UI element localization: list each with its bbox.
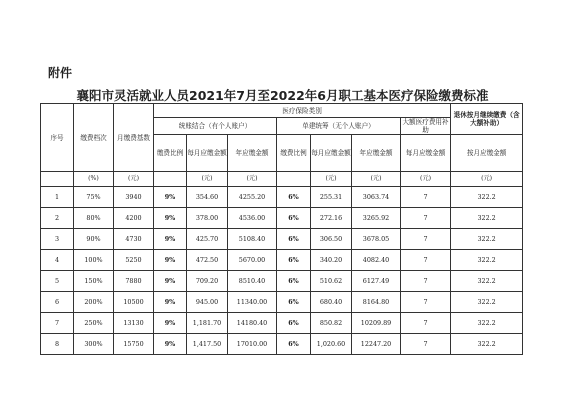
cell-retire: 322.2 <box>451 229 523 250</box>
cell-large: 7 <box>401 313 451 334</box>
cell-monthly: 945.00 <box>187 292 228 313</box>
cell-annual: 5108.40 <box>228 229 277 250</box>
cell-large: 7 <box>401 250 451 271</box>
cell-annual: 4536.00 <box>228 208 277 229</box>
cell-seq: 2 <box>41 208 74 229</box>
cell-rate2: 6% <box>277 187 311 208</box>
table-row <box>41 313 523 334</box>
unit-rate <box>154 172 187 187</box>
cell-monthly: 378.00 <box>187 208 228 229</box>
cell-annual: 4255.20 <box>228 187 277 208</box>
cell-monthly2: 850.82 <box>311 313 352 334</box>
table-row <box>41 292 523 313</box>
cell-retire: 322.2 <box>451 208 523 229</box>
cell-rate2: 6% <box>277 292 311 313</box>
cell-base: 7880 <box>114 271 154 292</box>
header-combined: 统账结合（有个人账户） <box>154 118 277 135</box>
cell-grade: 75% <box>74 187 114 208</box>
header-retire: 退休按月继续缴费（含大额补助） <box>451 104 523 135</box>
cell-retire: 322.2 <box>451 271 523 292</box>
cell-large: 7 <box>401 208 451 229</box>
cell-annual: 17010.00 <box>228 334 277 355</box>
cell-grade: 150% <box>74 271 114 292</box>
cell-rate: 9% <box>154 271 187 292</box>
cell-seq: 8 <box>41 334 74 355</box>
cell-monthly2: 255.31 <box>311 187 352 208</box>
unit-base: (元) <box>114 172 154 187</box>
cell-monthly: 354.60 <box>187 187 228 208</box>
cell-annual2: 4082.40 <box>352 250 401 271</box>
cell-base: 3940 <box>114 187 154 208</box>
cell-monthly: 709.20 <box>187 271 228 292</box>
header-large-monthly: 每月应缴金额 <box>401 135 451 172</box>
cell-large: 7 <box>401 187 451 208</box>
cell-annual2: 12247.20 <box>352 334 401 355</box>
cell-grade: 100% <box>74 250 114 271</box>
unit-seq <box>41 172 74 187</box>
header-base: 月缴费基数 <box>114 104 154 172</box>
attachment-label: 附件 <box>48 66 73 80</box>
cell-monthly2: 340.20 <box>311 250 352 271</box>
unit-annual2: (元) <box>352 172 401 187</box>
cell-large: 7 <box>401 229 451 250</box>
table-row <box>41 229 523 250</box>
header-medical-type: 医疗保险类别 <box>154 104 451 118</box>
cell-large: 7 <box>401 334 451 355</box>
cell-grade: 90% <box>74 229 114 250</box>
cell-rate: 9% <box>154 313 187 334</box>
header-monthly-due: 每月应缴金额 <box>187 135 228 172</box>
cell-grade: 250% <box>74 313 114 334</box>
cell-base: 15750 <box>114 334 154 355</box>
cell-monthly2: 510.62 <box>311 271 352 292</box>
cell-annual2: 3063.74 <box>352 187 401 208</box>
cell-monthly2: 680.40 <box>311 292 352 313</box>
cell-large: 7 <box>401 292 451 313</box>
cell-rate: 9% <box>154 208 187 229</box>
cell-retire: 322.2 <box>451 292 523 313</box>
cell-base: 4200 <box>114 208 154 229</box>
header-annual-due2: 年应缴金额 <box>352 135 401 172</box>
cell-base: 4730 <box>114 229 154 250</box>
cell-annual2: 6127.49 <box>352 271 401 292</box>
cell-rate: 9% <box>154 250 187 271</box>
cell-grade: 300% <box>74 334 114 355</box>
table-row <box>41 334 523 355</box>
cell-grade: 200% <box>74 292 114 313</box>
cell-retire: 322.2 <box>451 250 523 271</box>
cell-rate: 9% <box>154 334 187 355</box>
cell-rate2: 6% <box>277 208 311 229</box>
cell-rate2: 6% <box>277 229 311 250</box>
unit-large: (元) <box>401 172 451 187</box>
cell-rate2: 6% <box>277 250 311 271</box>
cell-annual: 5670.00 <box>228 250 277 271</box>
cell-retire: 322.2 <box>451 187 523 208</box>
cell-rate2: 6% <box>277 334 311 355</box>
cell-base: 13130 <box>114 313 154 334</box>
cell-annual: 8510.40 <box>228 271 277 292</box>
header-large: 大额医疗费用补助 <box>402 118 449 134</box>
table-row <box>41 250 523 271</box>
header-rate: 缴费比例 <box>154 135 187 172</box>
cell-rate: 9% <box>154 229 187 250</box>
cell-retire: 322.2 <box>451 334 523 355</box>
cell-seq: 3 <box>41 229 74 250</box>
cell-monthly2: 306.50 <box>311 229 352 250</box>
document-title: 襄阳市灵活就业人员2021年7月至2022年6月职工基本医疗保险缴费标准 <box>76 88 489 103</box>
header-retire-monthly: 按月应缴金额 <box>451 135 523 172</box>
cell-seq: 7 <box>41 313 74 334</box>
cell-annual2: 3265.92 <box>352 208 401 229</box>
unit-monthly: (元) <box>187 172 228 187</box>
header-pooled: 单建统筹（无个人账户） <box>277 118 401 135</box>
cell-monthly: 1,417.50 <box>187 334 228 355</box>
unit-annual: (元) <box>228 172 277 187</box>
header-rate2: 缴费比例 <box>277 135 311 172</box>
cell-base: 5250 <box>114 250 154 271</box>
cell-monthly: 425.70 <box>187 229 228 250</box>
cell-rate2: 6% <box>277 271 311 292</box>
cell-monthly: 472.50 <box>187 250 228 271</box>
header-monthly-due2: 每月应缴金额 <box>311 135 352 172</box>
cell-annual2: 8164.80 <box>352 292 401 313</box>
header-seq: 序号 <box>41 104 74 172</box>
cell-seq: 5 <box>41 271 74 292</box>
unit-monthly2: (元) <box>311 172 352 187</box>
cell-rate2: 6% <box>277 313 311 334</box>
cell-seq: 6 <box>41 292 74 313</box>
cell-monthly2: 1,020.60 <box>311 334 352 355</box>
cell-annual: 11340.00 <box>228 292 277 313</box>
cell-monthly2: 272.16 <box>311 208 352 229</box>
cell-large: 7 <box>401 271 451 292</box>
table-row <box>41 187 523 208</box>
cell-grade: 80% <box>74 208 114 229</box>
unit-grade: (%) <box>74 172 114 187</box>
cell-seq: 1 <box>41 187 74 208</box>
cell-retire: 322.2 <box>451 313 523 334</box>
unit-rate2 <box>277 172 311 187</box>
unit-retire: (元) <box>451 172 523 187</box>
cell-monthly: 1,181.70 <box>187 313 228 334</box>
table-row <box>41 208 523 229</box>
cell-base: 10500 <box>114 292 154 313</box>
cell-annual2: 3678.05 <box>352 229 401 250</box>
cell-rate: 9% <box>154 292 187 313</box>
header-annual-due: 年应缴金额 <box>228 135 277 172</box>
header-grade: 缴费档次 <box>74 104 114 172</box>
cell-annual: 14180.40 <box>228 313 277 334</box>
cell-annual2: 10209.89 <box>352 313 401 334</box>
table-row <box>41 271 523 292</box>
contribution-table <box>40 103 523 355</box>
cell-rate: 9% <box>154 187 187 208</box>
cell-seq: 4 <box>41 250 74 271</box>
